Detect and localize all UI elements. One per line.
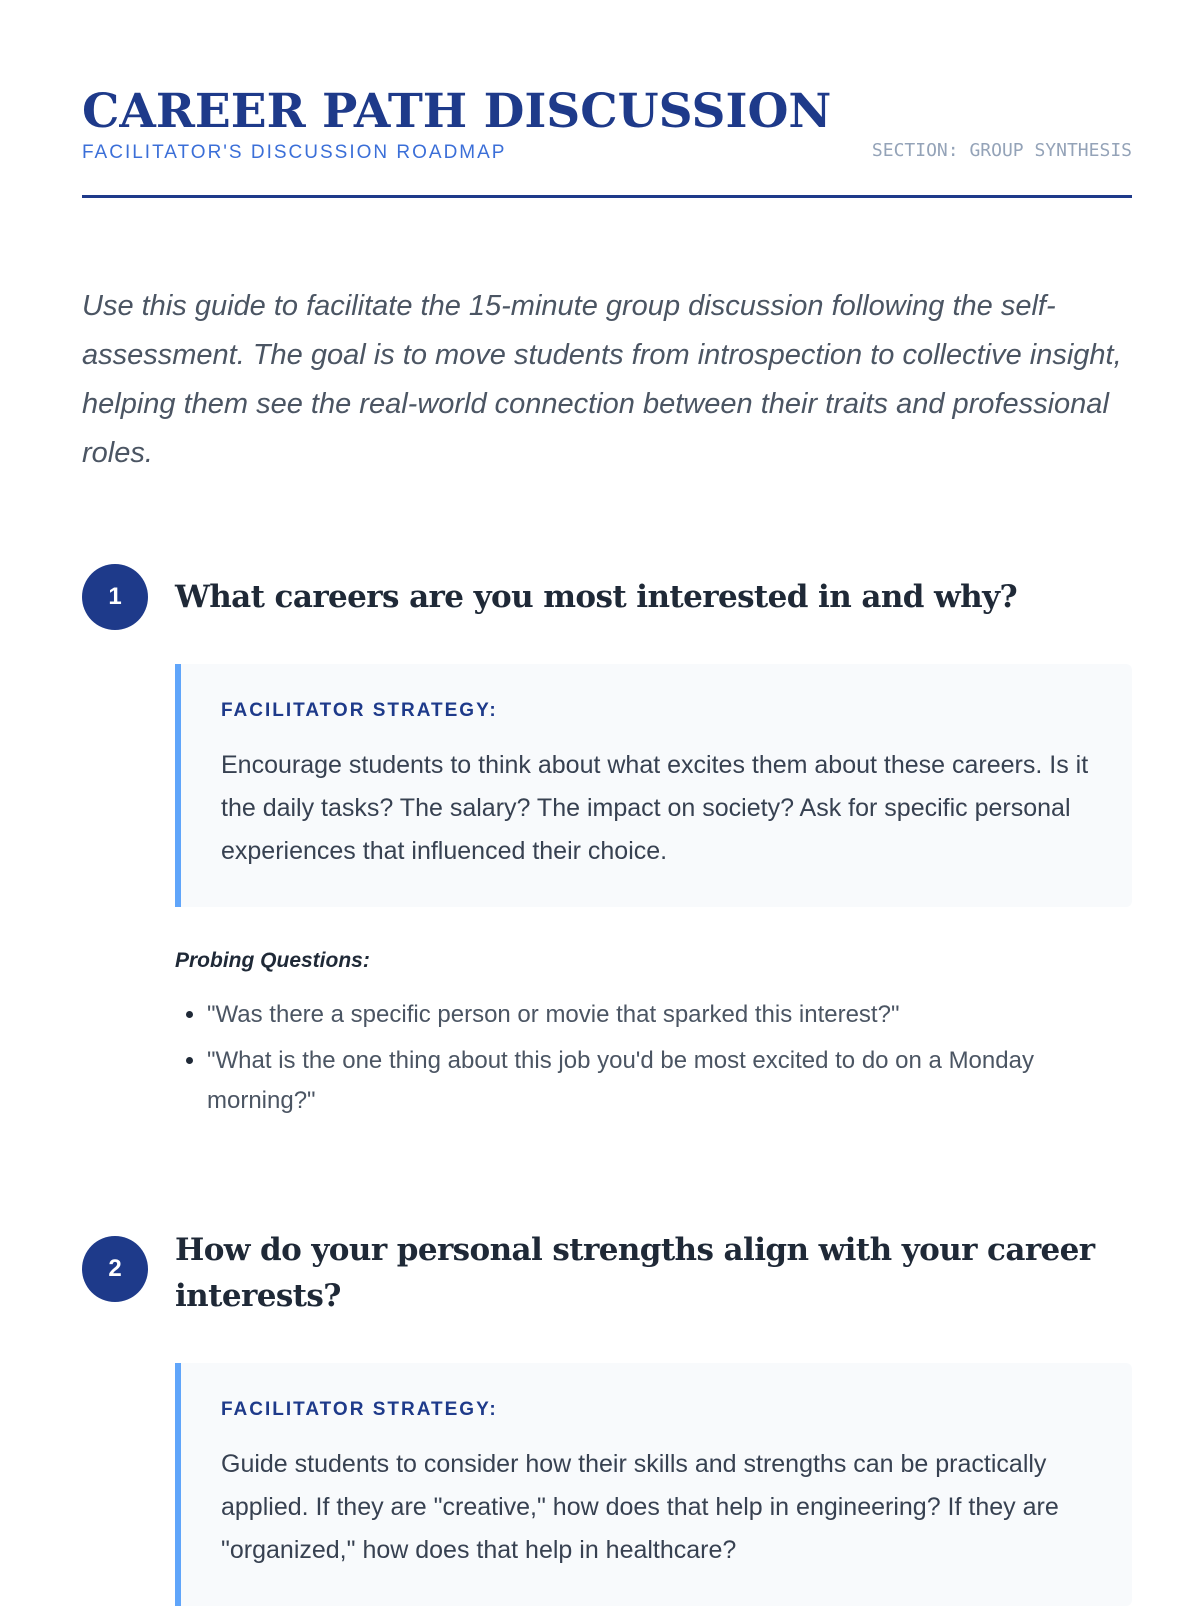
probing-questions-label: Probing Questions: xyxy=(175,949,370,972)
item-content xyxy=(175,564,1132,1121)
section-label: SECTION: GROUP SYNTHESIS xyxy=(871,140,1132,161)
page-title: CAREER PATH DISCUSSION xyxy=(82,84,832,139)
page-header xyxy=(82,0,1132,198)
discussion-item-2 xyxy=(82,1227,1132,1606)
facilitator-strategy-box xyxy=(175,664,1132,907)
strategy-label: FACILITATOR STRATEGY: xyxy=(221,700,498,721)
strategy-text: Guide students to consider how their skills and strengths can be practically applied. If they are "creative," how does that help in engineering? If they are "organized," how does that help in healthcare? xyxy=(221,1450,1059,1564)
list-item: • "What is the one thing about this job you'd be most excited to do on a Monday morning?" xyxy=(207,1041,1132,1121)
list-item: • "Was there a specific person or movie that sparked this interest?" xyxy=(207,995,1132,1035)
roadmap-page xyxy=(82,0,1132,1606)
item-number-badge: 2 xyxy=(82,1236,148,1302)
strategy-text: Encourage students to think about what excites them about these careers. Is it the daily tasks? The salary? The impact on society? Ask for specific personal experiences that influenced their choice. xyxy=(221,751,1089,865)
facilitator-strategy-box xyxy=(175,1363,1132,1606)
strategy-label: FACILITATOR STRATEGY: xyxy=(221,1399,498,1420)
probing-questions-list xyxy=(175,995,1132,1121)
discussion-question: How do your personal strengths align with your career interests? xyxy=(175,1232,1095,1314)
item-number-badge: 1 xyxy=(82,564,148,630)
discussion-question: What careers are you most interested in and why? xyxy=(175,579,1018,615)
discussion-item-1 xyxy=(82,564,1132,1121)
item-content xyxy=(175,1227,1132,1606)
page-subtitle: FACILITATOR'S DISCUSSION ROADMAP xyxy=(82,142,507,163)
intro-paragraph: Use this guide to facilitate the 15-minute group discussion following the self-assessment. The goal is to move students from introspection to collective insight, helping them see the real-world connection between their traits and professional roles. xyxy=(82,290,1122,469)
